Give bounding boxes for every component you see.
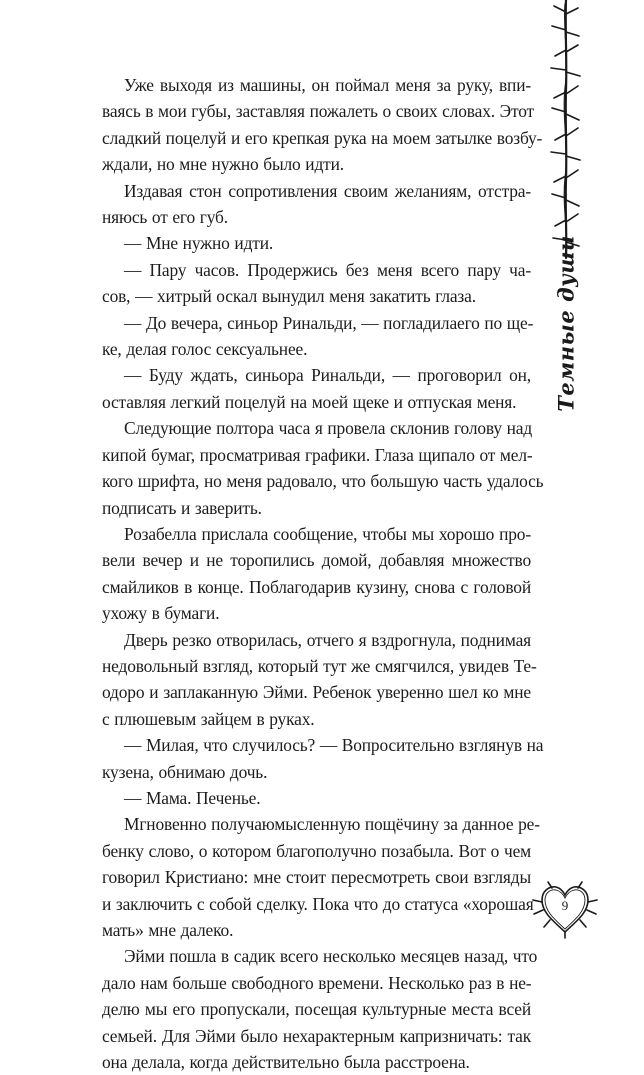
paragraph [102, 943, 538, 1075]
text-line: оставляя легкий поцелуй на моей щеке и отпуская меня. [102, 391, 517, 412]
text-line: Розабелла прислала сообщение, чтобы мы хорошо про- [124, 523, 531, 544]
paragraph [102, 521, 531, 627]
text-line: недовольный взгляд, который тут же смягчился, увидев Те- [102, 655, 537, 676]
text-line: — Мне нужно идти. [124, 233, 274, 254]
running-title-text: Темные души [553, 234, 579, 412]
text-line: кузена, обнимаю дочь. [102, 761, 268, 782]
text-line: семьей. Для Эйми было нехарактерным капризничать: так [102, 1025, 531, 1046]
text-line: Дверь резко отворилась, отчего я вздрогнула, поднимая [124, 629, 531, 650]
paragraph [102, 785, 531, 811]
text-line: подписать и заверить. [102, 497, 262, 518]
text-line: — Милая, что случилось? — Вопросительно взглянув на [124, 735, 544, 756]
text-line: ке, делая голос сексуальнее. [102, 339, 308, 360]
text-line: ждали, но мне нужно было идти. [102, 154, 344, 175]
text-line: сладкий поцелуй и его крепкая рука на моем затылке возбу- [102, 127, 543, 148]
text-line: сов, — хитрый оскал вынудил меня закатить глаза. [102, 286, 476, 307]
text-line: одоро и заплаканную Эйми. Ребенок уверенно шел ко мне [102, 682, 531, 703]
text-line: Следующие полтора часа я провела склонив голову над [124, 418, 533, 439]
paragraph [102, 415, 544, 521]
paragraph [102, 362, 531, 415]
text-line: кого шрифта, но меня радовало, что большую часть удалось [102, 471, 544, 492]
text-line: вели вечер и не торопились домой, добавляя множество [102, 550, 531, 571]
text-line: кипой бумаг, просматривая графики. Глаза щипало от мел- [102, 444, 533, 465]
text-line: и заключить с собой сделку. Пока что до статуса «хорошая [102, 893, 534, 914]
text-line: Издавая стон сопротивления своим желаниям, отстра- [124, 180, 531, 201]
text-line: Уже выходя из машины, он поймал меня за руку, впи- [124, 75, 531, 95]
text-line: няюсь от его губ. [102, 207, 228, 228]
text-line: бенку слово, о котором благополучно позабыла. Вот о чем [102, 840, 531, 861]
text-line: — Буду ждать, синьора Ринальди, — проговорил он, [124, 365, 531, 386]
text-line: она делала, когда действительно была расстроена. [102, 1052, 470, 1073]
text-line: мать» мне далеко. [102, 920, 234, 940]
text-line: смайликов в конце. Поблагодарив кузину, снова с головой [102, 576, 531, 597]
text-line: — Пару часов. Продержись без меня всего пару ча- [124, 259, 531, 280]
text-line: с плюшевым зайцем в руках. [102, 708, 315, 729]
paragraph [102, 230, 531, 256]
paragraph [102, 257, 531, 310]
paragraph [102, 178, 531, 231]
paragraph [102, 811, 540, 943]
text-line: говорил Кристиано: мне стоит пересмотреть свои взгляды [102, 867, 531, 888]
paragraph [102, 72, 543, 178]
text-line: делю мы его пропускали, посещая культурные места всей [102, 999, 531, 1020]
text-line: ваясь в мои губы, заставляя пожалеть о своих словах. Этот [102, 101, 534, 122]
page-number: 9 [561, 898, 569, 913]
text-line: дало нам больше свободного времени. Несколько раз в не- [102, 972, 532, 993]
text-line: — Мама. Печенье. [124, 787, 261, 808]
paragraph [102, 310, 534, 363]
text-line: Мгновенно получаюмысленную пощёчину за данное ре- [124, 814, 540, 835]
text-line: Эйми пошла в садик всего несколько месяцев назад, что [124, 946, 538, 967]
text-line: ухожу в бумаги. [102, 603, 220, 624]
page-body [102, 72, 544, 1075]
text-line: — До вечера, синьор Ринальди, — погладилаего по ще- [124, 312, 534, 333]
running-title [544, 234, 588, 412]
paragraph [102, 627, 537, 733]
paragraph [102, 732, 544, 785]
